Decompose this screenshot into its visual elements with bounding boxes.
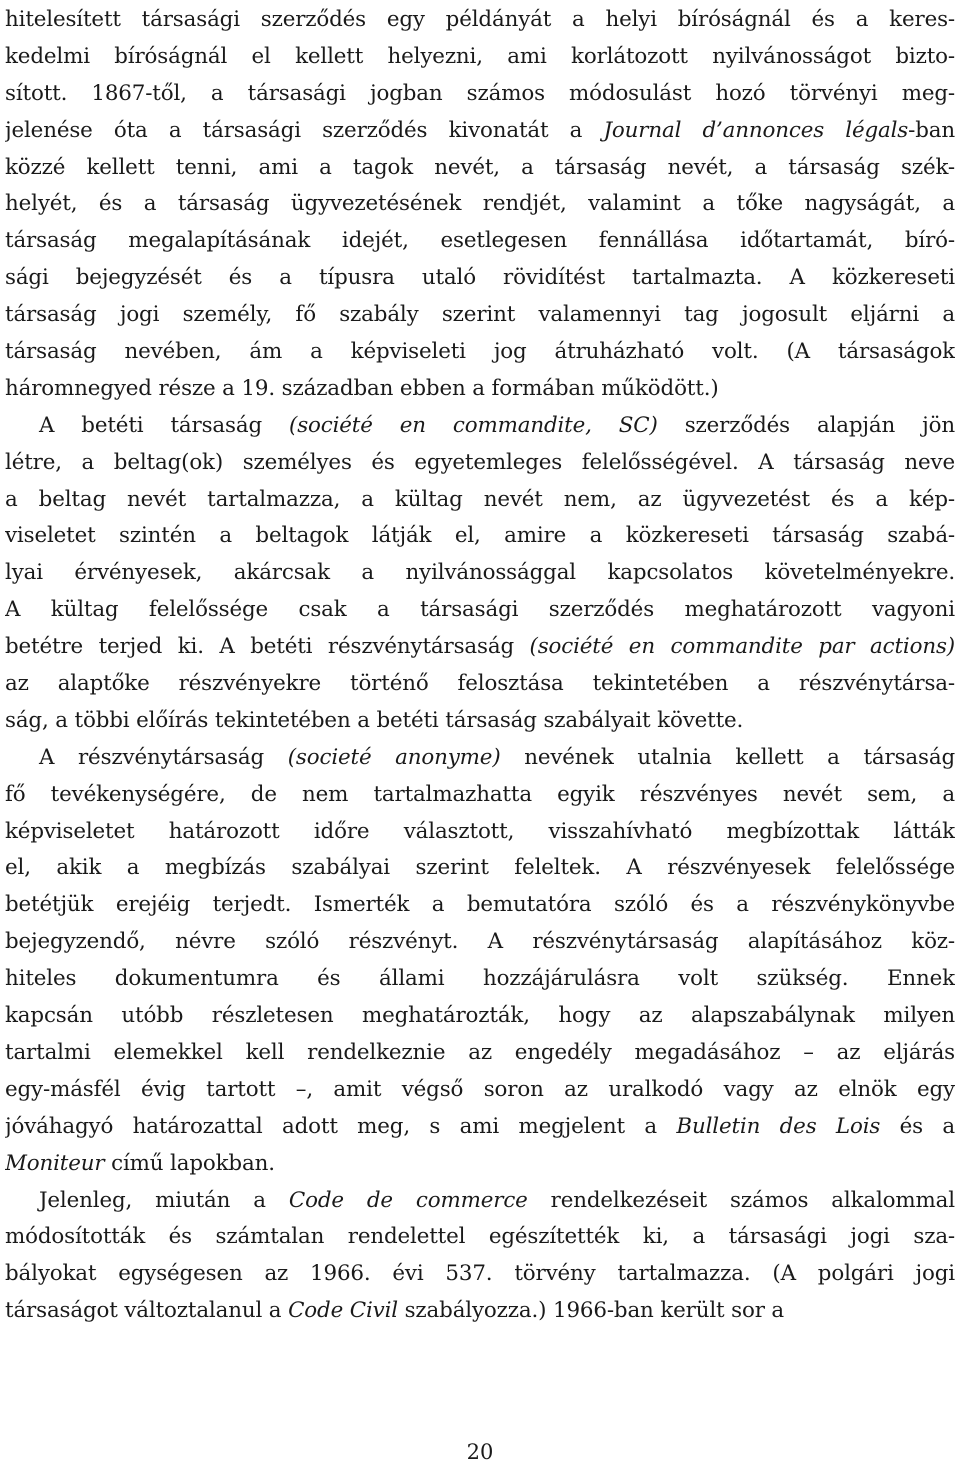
text-line: háromnegyed része a 19. században ebben a formában működött.)	[5, 375, 719, 401]
text-line: helyét, és a társaság ügyvezetésének rendjét, valamint a tőke nagyságát, a	[5, 191, 955, 217]
text-line: jóváhagyó határozattal adott meg, s ami megjelent a Bulletin des Lois és a	[5, 1113, 955, 1139]
text-line: társaság nevében, ám a képviseleti jog átruházható volt. (A társaságok	[5, 339, 955, 365]
text-line: az alaptőke részvényekre történő felosztása tekintetében a részvénytársa-	[5, 671, 955, 697]
text-line: kapcsán utóbb részletesen meghatározták, hogy az alapszabálynak milyen	[5, 1003, 955, 1029]
text-line: társaság megalapításának idejét, esetlegesen fennállása időtartamát, bíró-	[5, 228, 955, 254]
paragraph	[5, 408, 955, 740]
text-line: fő tevékenységére, de nem tartalmazhatta egyik részvényes nevét sem, a	[5, 781, 955, 807]
text-line: jelenése óta a társasági szerződés kivonatát a Journal d’annonces légals-ban	[5, 117, 955, 143]
text-line: el, akik a megbízás szabályai szerint feleltek. A részvényesek felelőssége	[5, 855, 955, 881]
text-line: A betéti társaság (société en commandite, SC) szerződés alapján jön	[39, 412, 955, 438]
text-line: a beltag nevét tartalmazza, a kültag nevét nem, az ügyvezetést és a kép-	[5, 486, 955, 512]
paragraph	[5, 1183, 955, 1331]
text-line: Moniteur című lapokban.	[5, 1150, 275, 1176]
page-number: 20	[466, 1440, 494, 1464]
text-line: betétre terjed ki. A betéti részvénytársaság (société en commandite par actions)	[5, 634, 955, 660]
text-line: sági bejegyzését és a típusra utaló rövidítést tartalmazta. A közkereseti	[5, 265, 955, 291]
text-line: Jelenleg, miután a Code de commerce rendelkezéseit számos alkalommal	[39, 1187, 955, 1213]
text-line: módosították és számtalan rendelettel egészítették ki, a társasági jogi sza-	[5, 1224, 955, 1250]
text-line: tartalmi elemekkel kell rendelkeznie az engedély megadásához – az eljárás	[5, 1039, 955, 1065]
text-line: A részvénytársaság (societé anonyme) nevének utalnia kellett a társaság	[39, 744, 955, 770]
paragraph	[5, 740, 955, 1183]
text-line: hitelesített társasági szerződés egy példányát a helyi bíróságnál és a keres-	[5, 7, 955, 32]
text-line: kedelmi bíróságnál el kellett helyezni, ami korlátozott nyilvánosságot bizto-	[5, 43, 955, 69]
text-line: közzé kellett tenni, ami a tagok nevét, a társaság nevét, a társaság szék-	[5, 154, 955, 180]
text-line: társaság jogi személy, fő szabály szerint valamennyi tag jogosult eljárni a	[5, 302, 955, 328]
text-line: hiteles dokumentumra és állami hozzájárulásra volt szükség. Ennek	[5, 966, 955, 992]
text-line: A kültag felelőssége csak a társasági szerződés meghatározott vagyoni	[5, 597, 955, 623]
text-line: viseletet szintén a beltagok látják el, amire a közkereseti társaság szabá-	[5, 523, 955, 549]
text-line: sított. 1867-től, a társasági jogban számos módosulást hozó törvényi meg-	[5, 80, 955, 106]
text-line: lyai érvényesek, akárcsak a nyilvánossággal kapcsolatos követelményekre.	[5, 560, 955, 586]
text-line: létre, a beltag(ok) személyes és egyetemleges felelősségével. A társaság neve	[5, 449, 955, 475]
text-line: bályokat egységesen az 1966. évi 537. törvény tartalmazza. (A polgári jogi	[5, 1261, 955, 1287]
text-line: betétjük erejéig terjedt. Ismerték a bemutatóra szóló és a részvénykönyvbe	[5, 892, 955, 918]
body-text	[5, 2, 955, 1330]
text-line: ság, a többi előírás tekintetében a betéti társaság szabályait követte.	[5, 707, 744, 733]
text-line: bejegyzendő, névre szóló részvényt. A részvénytársaság alapításához köz-	[5, 929, 955, 955]
text-line: képviseletet határozott időre választott, visszahívható megbízottak látták	[5, 818, 955, 844]
text-line: egy-másfél évig tartott –, amit végső soron az uralkodó vagy az elnök egy	[5, 1076, 955, 1102]
text-line: társaságot változtalanul a Code Civil szabályozza.) 1966-ban került sor a	[5, 1298, 785, 1324]
paragraph	[5, 2, 955, 408]
